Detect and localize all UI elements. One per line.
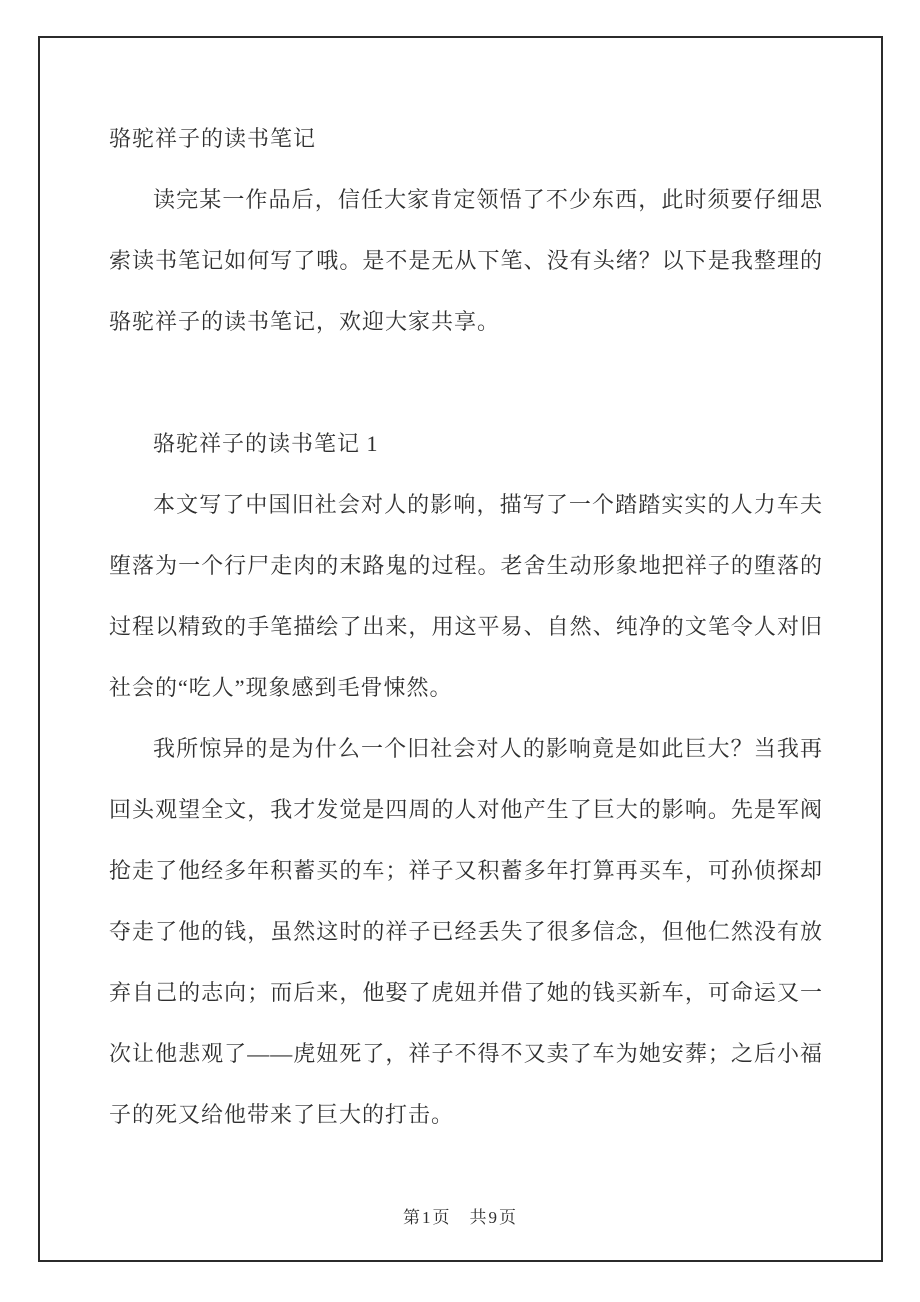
section-heading: 骆驼祥子的读书笔记 1 (153, 431, 379, 456)
document-content (109, 108, 823, 1145)
blank-line (109, 352, 823, 413)
page-border-frame (38, 36, 883, 1262)
section-paragraph-2: 我所惊异的是为什么一个旧社会对人的影响竟是如此巨大？当我再回头观望全文，我才发觉是四周的人对他产生了巨大的影响。先是军阀抢走了他经多年积蓄买的车；祥子又积蓄多年打算再买车，可孙侦探却夺走了他的钱，虽然这时的祥子已经丢失了很多信念，但他仁然没有放弃自己的志向；而后来，他娶了虎妞并借了她的钱买新车，可命运又一次让他悲观了——虎妞死了，祥子不得不又卖了车为她安葬；之后小福子的死又给他带来了巨大的打击。 (109, 736, 823, 1127)
page-number-total: 共9页 (469, 1208, 518, 1227)
page-footer (40, 1207, 881, 1228)
intro-paragraph: 读完某一作品后，信任大家肯定领悟了不少东西，此时须要仔细思索读书笔记如何写了哦。是不是无从下笔、没有头绪？以下是我整理的骆驼祥子的读书笔记，欢迎大家共享。 (109, 187, 823, 334)
section-paragraph-1: 本文写了中国旧社会对人的影响，描写了一个踏踏实实的人力车夫堕落为一个行尸走肉的末路鬼的过程。老舍生动形象地把祥子的堕落的过程以精致的手笔描绘了出来，用这平易、自然、纯净的文笔令人对旧社会的“吃人”现象感到毛骨悚然。 (109, 492, 823, 700)
document-title: 骆驼祥子的读书笔记 (109, 126, 317, 151)
page-number-current: 第1页 (403, 1208, 452, 1227)
